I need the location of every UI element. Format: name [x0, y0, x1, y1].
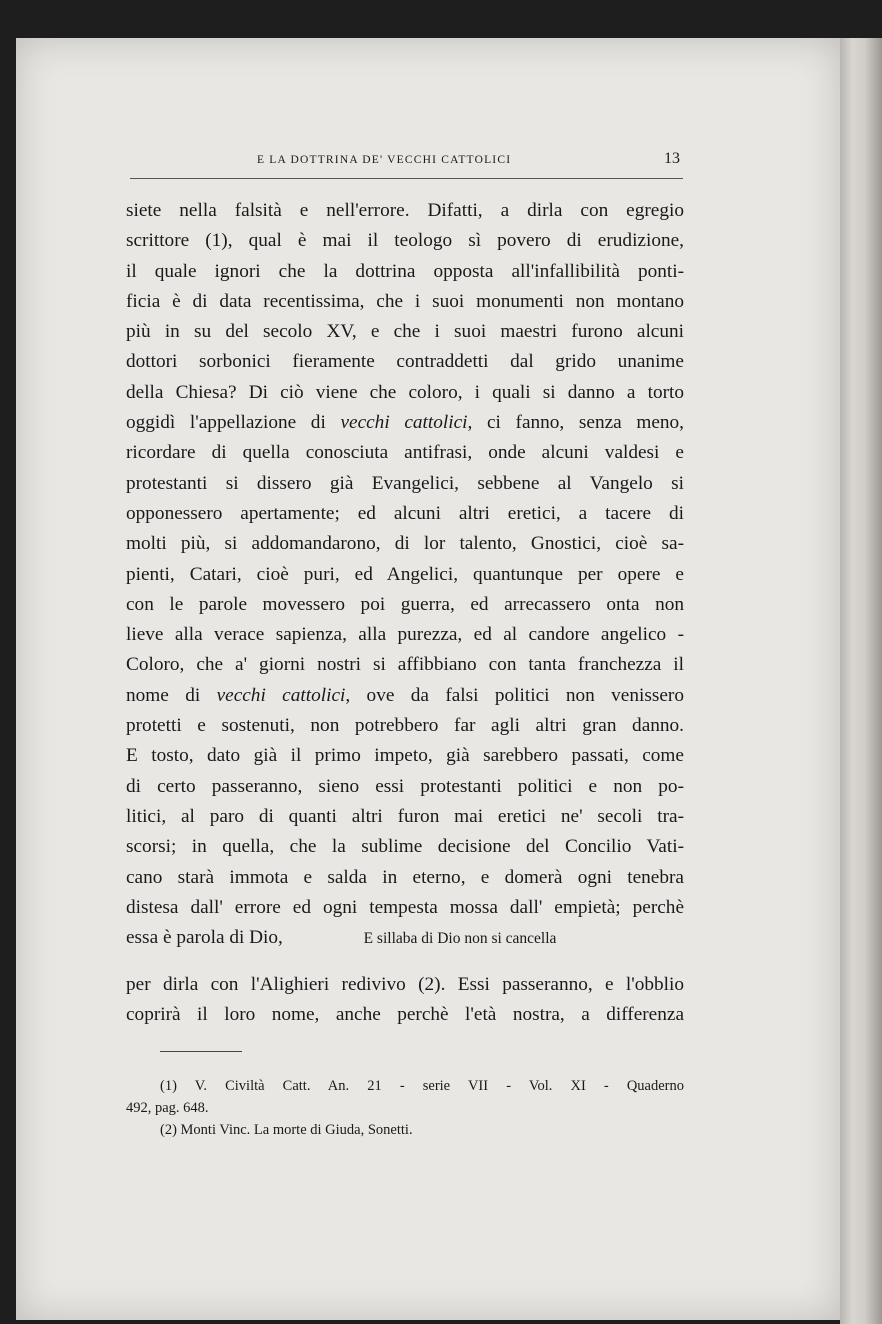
- text-segment: opponessero apertamente; ed alcuni altri eretici, a tacere di: [126, 502, 684, 524]
- text-segment: scrittore (1), qual è mai il teologo sì povero di erudizione,: [126, 230, 684, 252]
- text-segment: essa è parola di Dio,: [126, 927, 283, 949]
- text-line: [126, 772, 684, 802]
- text-line: [126, 469, 684, 499]
- text-segment: siete nella falsità e nell'errore. Difatti, a dirla con egregio: [126, 200, 684, 221]
- text-segment: protetti e sostenuti, non potrebbero far agli altri gran danno.: [126, 715, 684, 737]
- text-segment: più in su del secolo XV, e che i suoi maestri furono alcuni: [126, 321, 684, 343]
- text-segment: il quale ignori che la dottrina opposta all'infallibilità ponti-: [126, 260, 684, 282]
- text-segment: protestanti si dissero già Evangelici, sebbene al Vangelo si: [126, 472, 684, 494]
- text-line: [126, 196, 684, 226]
- text-segment: cano starà immota e salda in eterno, e domerà ogni tenebra: [126, 866, 684, 888]
- text-segment: pienti, Catari, cioè puri, ed Angelici, quantunque per opere e: [126, 563, 684, 585]
- text-line: [126, 590, 684, 620]
- page-number: 13: [664, 150, 680, 167]
- body-text-continued: [126, 970, 684, 1031]
- footnote-2: (2) Monti Vinc. La morte di Giuda, Sonetti.: [160, 1122, 413, 1138]
- text-line: [126, 438, 684, 468]
- text-segment: ficia è di data recentissima, che i suoi monumenti non montano: [126, 290, 684, 312]
- text-line: [126, 408, 684, 438]
- text-segment: coprirà il loro nome, anche perchè l'età nostra, a differenza: [126, 1004, 684, 1026]
- text-line: [126, 863, 684, 893]
- footnote-rule: [160, 1051, 242, 1052]
- text-line: [126, 378, 684, 408]
- text-line: [126, 1000, 684, 1030]
- text-segment: distesa dall' errore ed ogni tempesta mossa dall' empietà; perchè: [126, 896, 684, 918]
- page-edge: [840, 38, 882, 1324]
- text-line: [126, 970, 684, 1000]
- verse-quote: E sillaba di Dio non si cancella: [363, 930, 557, 947]
- text-segment: ricordare di quella conosciuta antifrasi, onde alcuni valdesi e: [126, 442, 684, 464]
- text-segment: con le parole movessero poi guerra, ed arrecassero onta non: [126, 593, 684, 615]
- text-line: [126, 681, 684, 711]
- text-line: [126, 741, 684, 771]
- text-segment: per dirla con l'Alighieri redivivo (2). Essi passeranno, e l'obblio: [126, 974, 684, 995]
- text-line: [126, 529, 684, 559]
- text-line: [126, 226, 684, 256]
- header-rule: [130, 178, 683, 179]
- text-line: [126, 620, 684, 650]
- text-segment: nome di: [126, 684, 217, 706]
- text-segment: molti più, si addomandarono, di lor talento, Gnostici, cioè sa-: [126, 533, 684, 555]
- text-line: [126, 499, 684, 529]
- text-line: [126, 347, 684, 377]
- text-segment: , ci fanno, senza meno,: [467, 412, 685, 434]
- text-line: [126, 650, 684, 680]
- text-segment: Coloro, che a' giorni nostri si affibbiano con tanta franchezza il: [126, 654, 684, 676]
- text-segment: scorsi; in quella, che la sublime decisione del Concilio Vati-: [126, 836, 684, 858]
- text-segment: litici, al paro di quanti altri furon mai eretici ne' secoli tra-: [126, 805, 684, 827]
- text-line: [126, 711, 684, 741]
- text-segment: della Chiesa? Di ciò viene che coloro, i quali si danno a torto: [126, 381, 684, 403]
- italic-text: vecchi cattolici: [216, 684, 346, 706]
- text-line: [126, 287, 684, 317]
- text-line: [126, 802, 684, 832]
- text-segment: , ove da falsi politici non venissero: [345, 684, 684, 706]
- text-segment: oggidì l'appellazione di: [126, 412, 341, 434]
- text-line: [126, 893, 684, 923]
- running-header: E LA DOTTRINA DE' VECCHI CATTOLICI: [257, 154, 512, 166]
- footnote-1-line-2: 492, pag. 648.: [126, 1100, 209, 1116]
- text-line: [126, 832, 684, 862]
- footnote-1-line-1: (1) V. Civiltà Catt. An. 21 - serie VII - Vol. XI - Quaderno: [160, 1078, 684, 1094]
- text-line: [126, 560, 684, 590]
- italic-text: vecchi cattolici: [340, 412, 468, 434]
- text-segment: dottori sorbonici fieramente contraddetti dal grido unanime: [126, 351, 684, 373]
- text-line: [126, 257, 684, 287]
- text-segment: lieve alla verace sapienza, alla purezza, ed al candore angelico -: [126, 624, 684, 646]
- text-line: [126, 317, 684, 347]
- footnotes: [126, 1075, 684, 1141]
- body-text: [126, 196, 684, 953]
- text-segment: E tosto, dato già il primo impeto, già sarebbero passati, come: [126, 745, 684, 767]
- text-segment: di certo passeranno, sieno essi protestanti politici e non po-: [126, 775, 684, 797]
